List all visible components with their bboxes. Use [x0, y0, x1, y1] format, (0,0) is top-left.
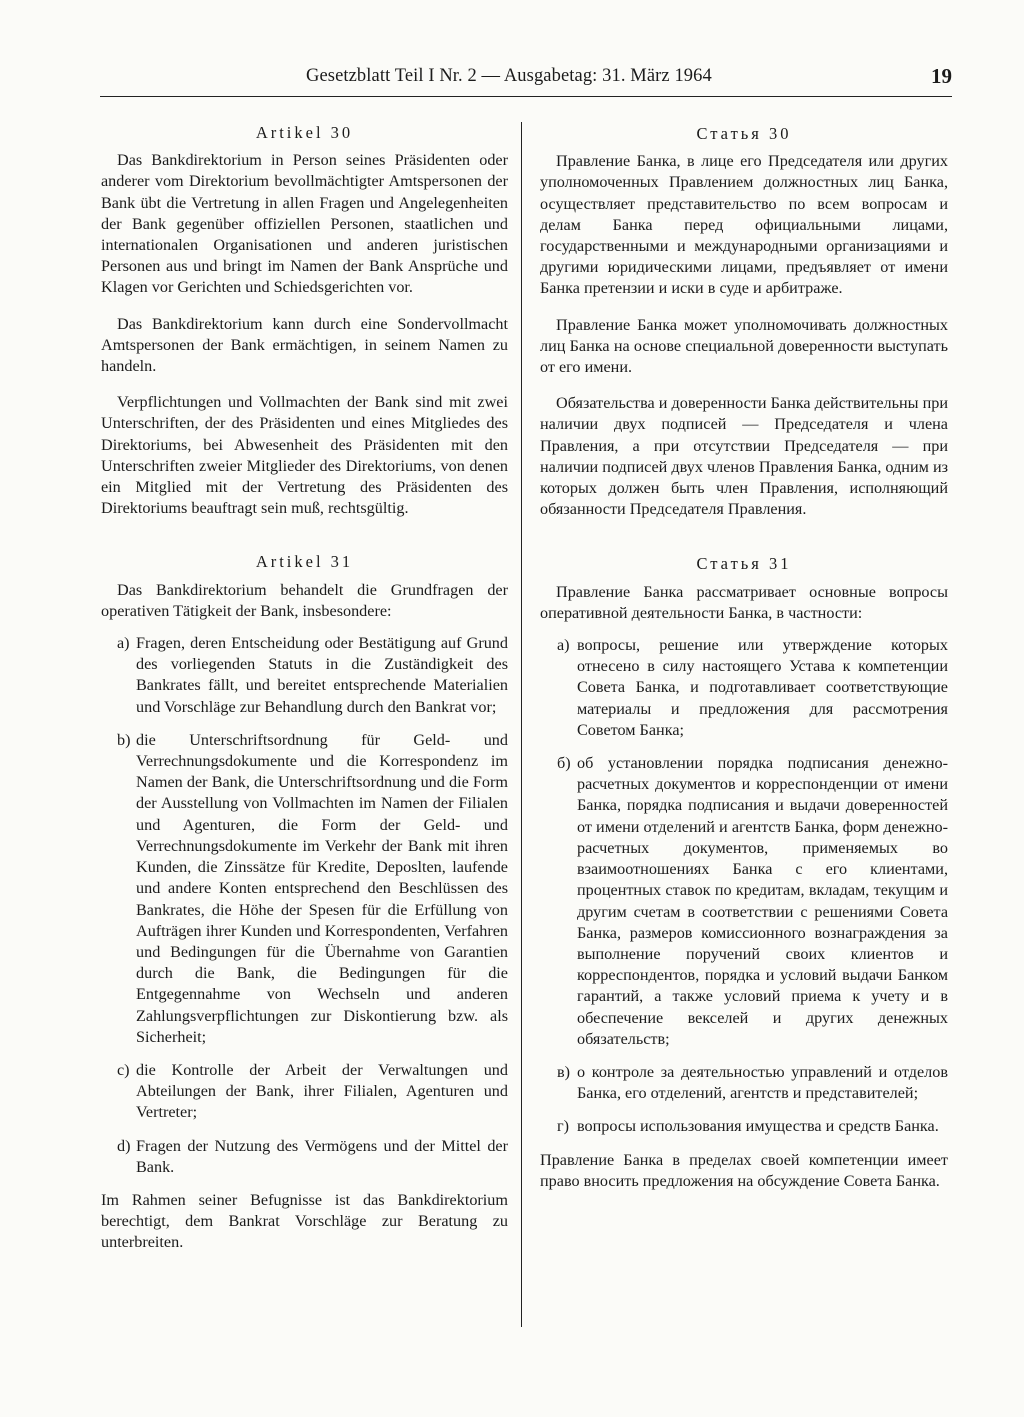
list-item-text: вопросы, решение или утверждение которых отнесено в силу настоящего Устава к компетенции Совета Банка, и подготавливает соответствующие материалы и предложения для рассмотрения Советом Банка;	[577, 636, 948, 739]
list-item	[540, 1116, 948, 1137]
list-item-text: die Unterschriftsordnung für Geld- und Verrechnungsdokumente und die Korrespondenz im Namen der Bank, die Unterschriftsordnung und die Form der Ausstellung von Vollmachten im Namen der Filialen und Agenturen, die Form der Geld- und Verrechnungsdokumente im Verkehr der Bank mit ihren Kunden, die Zinssätze für Kredite, Deposlten, laufende und andere Konten entsprechend den Beschlüssen des Bankrates, die Höhe der Spesen für die Erfüllung von Aufträgen ihrer Kunden und Korrespondenten, Verfahren und Bedingungen für die Übernahme von Garantien durch die Bank, die Bedingungen für die Entgegennahme von Wechseln und anderen Zahlungsverpflichtungen zur Diskontierung bzw. als Sicherheit;	[136, 730, 508, 1046]
german-column	[101, 118, 508, 1254]
list-item-label: в)	[557, 1062, 571, 1081]
list-item-label: a)	[117, 634, 130, 653]
list-item-label: а)	[557, 636, 570, 655]
article-30-paragraph-3-ru: Обязательства и доверенности Банка действительны при наличии двух подписей — Председателя и члена Правления, а при отсутствии Председателя — при наличии подписей двух членов Правления Банка, одним из которых должен быть член Правления, исполняющий обязанности Председателя Правления.	[540, 394, 948, 519]
list-item-label: b)	[117, 730, 131, 749]
article-30-paragraph-1-de: Das Bankdirektorium in Person seines Präsidenten oder anderer vom Direktorium bevollmächtigter Amtspersonen der Bank übt die Vertretung in allen Fragen und Angelegenheiten der Bank gegenüber offiziellen Personen, staatlichen und internationalen Organisationen und anderen juristischen Personen aus und bringt im Namen der Bank Ansprüche und Klagen vor Gerichten und Schiedsgerichten vor.	[101, 151, 508, 297]
gazette-title: Gesetzblatt Teil I Nr. 2 — Ausgabetag: 31. März 1964	[306, 66, 712, 86]
column-divider	[521, 122, 522, 1327]
list-item	[540, 753, 948, 1050]
list-item	[101, 1060, 508, 1124]
list-item-text: о контроле за деятельностью управлений и отделов Банка, его отделений, агентств и представителей;	[577, 1062, 948, 1103]
list-item	[101, 730, 508, 1048]
article-31-intro-de: Das Bankdirektorium behandelt die Grundfragen der operativen Tätigkeit der Bank, insbesondere:	[101, 580, 508, 620]
list-item	[101, 633, 508, 718]
article-30-heading-de: Artikel 30	[255, 123, 354, 142]
list-item	[101, 1136, 508, 1178]
list-item-text: об установлении порядка подписания денежно-расчетных документов и корреспонденции от имени Банка, порядка подписания и выдачи доверенностей от имени отделений и агентств Банка, форм денежно-расчетных документов, применяемых во взаимоотношениях Банка с его клиентами, процентных ставок по кредитам, вкладам, текущим и другим счетам в соответствии с решениями Совета Банка, размеров комиссионного вознаграждения за выполнение поручений своих клиентов и корреспондентов, порядка и условий выдачи Банком гарантий, а также условий приема к учету и в обеспечение векселей и других денежных обязательств;	[577, 754, 948, 1048]
article-30-paragraph-3-de: Verpflichtungen und Vollmachten der Bank sind mit zwei Unterschriften, der des Präsidenten und eines Mitgliedes des Direktoriums, bei Abwesenheit des Präsidenten mit den Unterschriften zweier Mitglieder des Direktoriums, von denen ein Mitglied mit der Vertretung des Präsidenten des Direktoriums beauftragt sein muß, rechtsgültig.	[101, 393, 508, 518]
list-item-label: б)	[557, 754, 571, 773]
list-item-text: вопросы использования имущества и средств Банка.	[577, 1117, 939, 1136]
article-31-closing-de: Im Rahmen seiner Befugnisse ist das Bankdirektorium berechtigt, dem Bankrat Vorschläge zur Beratung zu unterbreiten.	[101, 1190, 508, 1252]
list-item-text: Fragen, deren Entscheidung oder Bestätigung auf Grund des vorliegenden Statuts in die Zuständigkeit des Bankrates fällt, und bereitet entsprechende Materialien und Vorschläge zur Behandlung durch den Bankrat vor;	[136, 634, 508, 716]
list-item-label: d)	[117, 1136, 131, 1155]
article-31-heading-de: Artikel 31	[255, 552, 354, 572]
russian-column	[540, 118, 948, 1192]
article-31-heading-ru: Статья 31	[696, 554, 792, 574]
list-item-label: г)	[557, 1117, 570, 1136]
list-item-text: die Kontrolle der Arbeit der Verwaltungen und Abteilungen der Bank, ihrer Filialen, Agenturen und Vertreter;	[136, 1060, 508, 1122]
article-30-heading-ru: Статья 30	[696, 124, 792, 143]
list-item	[540, 635, 948, 741]
list-item	[540, 1062, 948, 1104]
article-30-paragraph-2-ru: Правление Банка может уполномочивать должностных лиц Банка на основе специальной доверенности выступать от его имени.	[540, 315, 948, 377]
page-number: 19	[931, 64, 952, 88]
page-header	[100, 62, 952, 97]
article-31-list-de	[101, 633, 508, 1178]
article-30-paragraph-2-de: Das Bankdirektorium kann durch eine Sondervollmacht Amtspersonen der Bank ermächtigen, in seinem Namen zu handeln.	[101, 314, 508, 376]
article-31-list-ru	[540, 635, 948, 1137]
article-30-paragraph-1-ru: Правление Банка, в лице его Председателя или других уполномоченных Правлением должностных лиц Банка, осуществляет представительство по всем вопросам и делам Банка перед официальными лицами, государственными и международными организациями и другими юридическими лицами, предъявляет от имени Банка претензии и иски в суде и арбитраже.	[540, 152, 948, 298]
article-31-closing-ru: Правление Банка в пределах своей компетенции имеет право вносить предложения на обсуждение Совета Банка.	[540, 1150, 948, 1190]
list-item-text: Fragen der Nutzung des Vermögens und der Mittel der Bank.	[136, 1136, 508, 1176]
list-item-label: c)	[117, 1060, 130, 1079]
article-31-intro-ru: Правление Банка рассматривает основные вопросы оперативной деятельности Банка, в частности:	[540, 582, 948, 622]
